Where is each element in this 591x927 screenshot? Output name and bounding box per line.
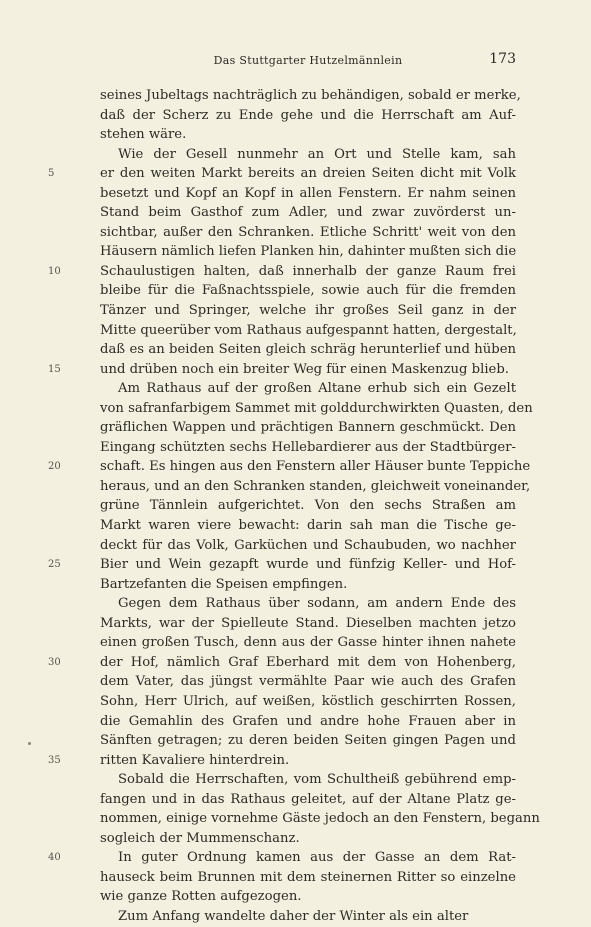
line-text: sichtbar, außer den Schranken. Etliche Schritt' weit von den bbox=[100, 224, 516, 240]
text-line bbox=[100, 301, 516, 321]
text-line bbox=[100, 575, 516, 595]
line-text: Sohn, Herr Ulrich, auf weißen, köstlich geschirrten Rossen, bbox=[100, 693, 516, 709]
line-text: Sobald die Herrschaften, vom Schultheiß gebührend emp- bbox=[118, 772, 516, 788]
text-line bbox=[48, 164, 516, 184]
text-line bbox=[100, 106, 516, 126]
line-number: 5 bbox=[48, 168, 55, 180]
text-line bbox=[100, 712, 516, 732]
text-line bbox=[100, 516, 516, 536]
line-number: 25 bbox=[48, 559, 61, 571]
line-text: bleibe für die Faßnachtsspiele, sowie auch für die fremden bbox=[100, 283, 516, 299]
line-text: Bartzefanten die Speisen empfingen. bbox=[100, 576, 348, 592]
line-text: Schaulustigen halten, daß innerhalb der ganze Raum frei bbox=[100, 263, 516, 279]
text-line bbox=[100, 731, 516, 751]
text-line bbox=[100, 438, 516, 458]
line-text: sogleich der Mummenschanz. bbox=[100, 830, 300, 846]
text-line bbox=[100, 418, 516, 438]
text-line bbox=[100, 868, 516, 888]
text-line bbox=[100, 86, 521, 106]
line-text: gräflichen Wappen und prächtigen Bannern geschmückt. Den bbox=[100, 420, 516, 436]
line-text: besetzt und Kopf an Kopf in allen Fenstern. Er nahm seinen bbox=[100, 185, 516, 201]
text-line bbox=[100, 477, 531, 497]
text-line bbox=[100, 536, 516, 556]
text-line bbox=[100, 242, 516, 262]
running-title: Das Stuttgarter Hutzelmännlein bbox=[213, 54, 403, 67]
line-text: Wie der Gesell nunmehr an Ort und Stelle kam, sah bbox=[118, 146, 516, 162]
text-line bbox=[48, 262, 516, 282]
line-text: einen großen Tusch, denn aus der Gasse hinter ihnen nahete bbox=[100, 635, 516, 651]
line-number: 30 bbox=[48, 656, 61, 668]
line-text: Markts, war der Spielleute Stand. Dieselben machten jetzo bbox=[100, 615, 516, 631]
line-number: 10 bbox=[48, 265, 61, 277]
text-line bbox=[100, 907, 516, 927]
text-line bbox=[100, 790, 516, 810]
line-text: grüne Tännlein aufgerichtet. Von den sechs Straßen am bbox=[100, 498, 516, 514]
line-text: Gegen dem Rathaus über sodann, am andern Ende des bbox=[118, 596, 516, 612]
line-text: Sänften getragen; zu deren beiden Seiten gingen Pagen und bbox=[100, 733, 516, 749]
line-text: daß der Scherz zu Ende gehe und die Herrschaft am Auf- bbox=[100, 107, 516, 123]
text-line bbox=[100, 399, 533, 419]
text-line bbox=[100, 496, 516, 516]
text-line bbox=[100, 203, 516, 223]
text-line bbox=[48, 360, 516, 380]
text-line bbox=[100, 887, 516, 907]
text-line bbox=[100, 223, 516, 243]
line-text: stehen wäre. bbox=[100, 127, 187, 143]
text-line bbox=[100, 594, 516, 614]
text-line bbox=[48, 751, 516, 771]
line-text: Markt waren viere bewacht: darin sah man die Tische ge- bbox=[100, 518, 516, 534]
text-line bbox=[48, 653, 516, 673]
line-text: seines Jubeltags nachträglich zu behändigen, sobald er merke, bbox=[100, 88, 521, 103]
line-text: Tänzer und Springer, welche ihr großes Seil ganz in der bbox=[100, 303, 516, 319]
text-line bbox=[100, 321, 516, 341]
line-text: Mitte queerüber vom Rathaus aufgespannt hatten, dergestalt, bbox=[100, 322, 517, 338]
margin-mark bbox=[28, 742, 31, 745]
line-text: Zum Anfang wandelte daher der Winter als ein alter bbox=[118, 908, 469, 924]
text-line bbox=[100, 145, 516, 165]
text-line bbox=[100, 281, 516, 301]
line-text: ritten Kavaliere hinterdrein. bbox=[100, 752, 290, 768]
line-text: daß es an beiden Seiten gleich schräg herunterlief und hüben bbox=[100, 342, 516, 358]
text-line bbox=[100, 809, 540, 829]
line-text: hauseck beim Brunnen mit dem steinernen Ritter so einzelne bbox=[100, 869, 516, 885]
text-line bbox=[100, 125, 516, 145]
text-line bbox=[100, 340, 516, 360]
text-line bbox=[48, 848, 516, 868]
body-text bbox=[48, 86, 540, 927]
line-text: von safranfarbigem Sammet mit golddurchwirkten Quasten, den bbox=[100, 400, 533, 416]
text-line bbox=[48, 555, 516, 575]
text-line bbox=[100, 692, 516, 712]
line-text: der Hof, nämlich Graf Eberhard mit dem von Hohenberg, bbox=[100, 654, 516, 670]
line-text: dem Vater, das jüngst vermählte Paar wie auch des Grafen bbox=[100, 674, 516, 690]
text-line bbox=[100, 379, 516, 399]
line-text: und drüben noch ein breiter Weg für einen Maskenzug blieb. bbox=[100, 361, 509, 377]
line-text: wie ganze Rotten aufgezogen. bbox=[100, 889, 302, 905]
line-number: 20 bbox=[48, 461, 61, 473]
text-line bbox=[100, 829, 516, 849]
line-number: 15 bbox=[48, 363, 61, 375]
page-number: 173 bbox=[489, 51, 516, 67]
text-line bbox=[100, 614, 516, 634]
text-line bbox=[48, 457, 531, 477]
line-number: 35 bbox=[48, 754, 61, 766]
line-text: schaft. Es hingen aus den Fenstern aller Häuser bunte Teppiche bbox=[100, 459, 531, 475]
line-text: nommen, einige vornehme Gäste jedoch an den Fenstern, begann bbox=[100, 811, 540, 827]
line-number: 40 bbox=[48, 852, 61, 864]
line-text: heraus, und an den Schranken standen, gleichweit voneinander, bbox=[100, 478, 531, 494]
line-text: Häusern nämlich liefen Planken hin, dahinter mußten sich die bbox=[100, 244, 517, 260]
page-header bbox=[100, 51, 516, 71]
text-line bbox=[100, 633, 516, 653]
line-text: In guter Ordnung kamen aus der Gasse an dem Rat- bbox=[118, 850, 516, 866]
line-text: Eingang schützten sechs Hellebardierer aus der Stadtbürger- bbox=[100, 439, 516, 455]
line-text: fangen und in das Rathaus geleitet, auf der Altane Platz ge- bbox=[100, 791, 516, 807]
line-text: Am Rathaus auf der großen Altane erhub sich ein Gezelt bbox=[118, 381, 516, 397]
line-text: die Gemahlin des Grafen und andre hohe Frauen aber in bbox=[100, 713, 516, 729]
line-text: deckt für das Volk, Garküchen und Schaubuden, wo nachher bbox=[100, 537, 516, 553]
text-line bbox=[100, 672, 516, 692]
line-text: Stand beim Gasthof zum Adler, und zwar zuvörderst un- bbox=[100, 205, 516, 221]
text-line bbox=[100, 770, 516, 790]
line-text: Bier und Wein gezapft wurde und fünfzig Keller- und Hof- bbox=[100, 557, 516, 573]
line-text: er den weiten Markt bereits an dreien Seiten dicht mit Volk bbox=[100, 166, 516, 182]
text-line bbox=[100, 184, 516, 204]
